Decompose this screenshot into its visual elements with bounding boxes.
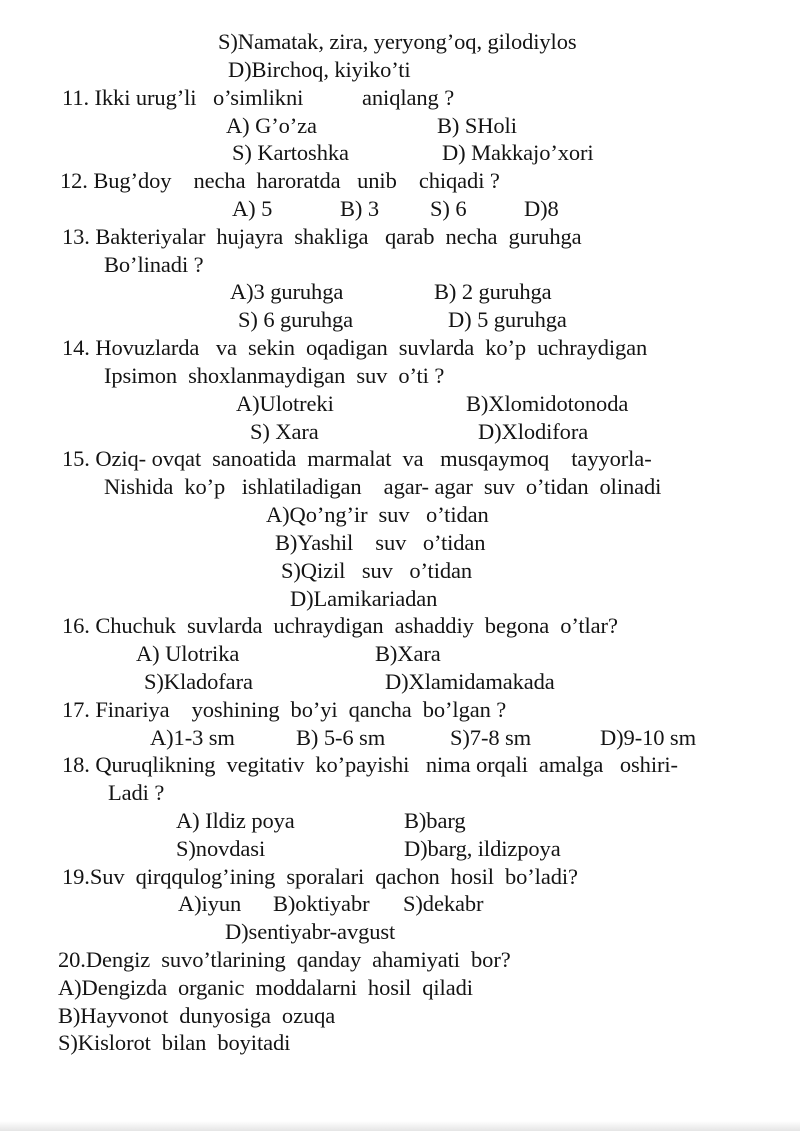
question-15-option-b bbox=[0, 529, 800, 557]
question-text-cont: Ladi ? bbox=[108, 780, 165, 805]
question-19-options-row bbox=[0, 890, 800, 918]
option-d: D)barg, ildizpoya bbox=[404, 836, 561, 861]
question-13-options-row-2 bbox=[0, 306, 800, 334]
question-14-options-row-1 bbox=[0, 390, 800, 418]
option-d: D)Xlamidamakada bbox=[385, 669, 555, 694]
option-a: A) G’o’za bbox=[226, 113, 317, 138]
question-12-options-row bbox=[0, 195, 800, 223]
option-s: S)Qizil suv o’tidan bbox=[281, 558, 473, 583]
question-17-text bbox=[0, 696, 800, 724]
option-b: B)Hayvonot dunyosiga ozuqa bbox=[58, 1003, 336, 1028]
question-12-text bbox=[0, 167, 800, 195]
question-19-option-d bbox=[0, 918, 800, 946]
option-s: S) Xara bbox=[250, 419, 319, 444]
option-a: A) Ildiz poya bbox=[176, 808, 295, 833]
option-b: B)oktiyabr bbox=[273, 891, 370, 916]
question-15-option-d bbox=[0, 585, 800, 613]
option-a: A)Qo’ng’ir suv o’tidan bbox=[266, 502, 489, 527]
prev-question-option-s-line bbox=[0, 28, 800, 56]
option-a: A)iyun bbox=[178, 891, 242, 916]
question-16-text bbox=[0, 612, 800, 640]
option-s: S)dekabr bbox=[403, 891, 484, 916]
question-14-options-row-2 bbox=[0, 418, 800, 446]
option-a: A)Ulotreki bbox=[236, 391, 334, 416]
option-s: S)novdasi bbox=[176, 836, 266, 861]
question-13-options-row-1 bbox=[0, 278, 800, 306]
question-text: 15. Oziq- ovqat sanoatida marmalat va musqaymoq tayyorla- bbox=[62, 446, 652, 471]
option-d: D)Lamikariadan bbox=[290, 586, 438, 611]
option-d: D)9-10 sm bbox=[600, 725, 696, 750]
question-18-text bbox=[0, 751, 800, 779]
question-18-options-row-1 bbox=[0, 807, 800, 835]
question-11-options-row-2 bbox=[0, 139, 800, 167]
option-a: A)Dengizda organic moddalarni hosil qiladi bbox=[58, 975, 473, 1000]
option-s: S)Namatak, zira, yeryong’oq, gilodiylos bbox=[218, 29, 577, 54]
option-d: D)Birchoq, kiyiko’ti bbox=[228, 57, 411, 82]
question-text: 11. Ikki urug’li o’simlikni bbox=[62, 85, 304, 110]
option-b: B) 3 bbox=[340, 196, 379, 221]
option-a: A) 5 bbox=[232, 196, 273, 221]
option-a: A) Ulotrika bbox=[136, 641, 240, 666]
prev-question-option-d-line bbox=[0, 56, 800, 84]
option-d: D) Makkajo’xori bbox=[442, 140, 594, 165]
question-text-cont: Bo’linadi ? bbox=[104, 252, 204, 277]
question-15-option-a bbox=[0, 501, 800, 529]
question-text: 16. Chuchuk suvlarda uchraydigan ashaddiy begona o’tlar? bbox=[62, 613, 618, 638]
option-d: D)8 bbox=[524, 196, 559, 221]
question-13-text-cont bbox=[0, 251, 800, 279]
question-14-text bbox=[0, 334, 800, 362]
question-text: 19.Suv qirqqulog’ining sporalari qachon hosil bo’ladi? bbox=[62, 864, 578, 889]
question-text: 13. Bakteriyalar hujayra shakliga qarab necha guruhga bbox=[62, 224, 582, 249]
question-15-text bbox=[0, 445, 800, 473]
question-text: 17. Finariya yoshining bo’yi qancha bo’lgan ? bbox=[62, 697, 507, 722]
option-s: S)Kislorot bilan boyitadi bbox=[58, 1030, 291, 1055]
option-b: B)Xlomidotonoda bbox=[466, 391, 629, 416]
option-s: S) 6 guruhga bbox=[238, 307, 354, 332]
option-d: D)sentiyabr-avgust bbox=[225, 919, 396, 944]
question-11-options-row-1 bbox=[0, 112, 800, 140]
question-text: 14. Hovuzlarda va sekin oqadigan suvlarda ko’p uchraydigan bbox=[62, 335, 648, 360]
question-20-text bbox=[0, 946, 800, 974]
question-text: 18. Quruqlikning vegitativ ko’payishi nima orqali amalga oshiri- bbox=[62, 752, 678, 777]
option-s: S) 6 bbox=[430, 196, 467, 221]
option-s: S)7-8 sm bbox=[450, 725, 532, 750]
question-17-options-row bbox=[0, 724, 800, 752]
question-text: 20.Dengiz suvo’tlarining qanday ahamiyati bor? bbox=[58, 947, 511, 972]
question-16-options-row-1 bbox=[0, 640, 800, 668]
scan-artifact-bottom-edge bbox=[0, 1121, 800, 1131]
question-text-cont: Nishida ko’p ishlatiladigan agar- agar suv o’tidan olinadi bbox=[104, 474, 662, 499]
question-14-text-cont bbox=[0, 362, 800, 390]
option-d: D)Xlodifora bbox=[478, 419, 589, 444]
question-15-option-s bbox=[0, 557, 800, 585]
question-18-text-cont bbox=[0, 779, 800, 807]
option-b: B) SHoli bbox=[437, 113, 517, 138]
question-text-cont: Ipsimon shoxlanmaydigan suv o’ti ? bbox=[104, 363, 445, 388]
question-19-text bbox=[0, 863, 800, 891]
question-15-text-cont bbox=[0, 473, 800, 501]
question-18-options-row-2 bbox=[0, 835, 800, 863]
question-11-text bbox=[0, 84, 800, 112]
question-20-option-a bbox=[0, 974, 800, 1002]
option-s: S)Kladofara bbox=[144, 669, 253, 694]
question-text-cont: aniqlang ? bbox=[362, 85, 455, 110]
option-b: B)Yashil suv o’tidan bbox=[275, 530, 486, 555]
option-s: S) Kartoshka bbox=[232, 140, 349, 165]
question-text: 12. Bug’doy necha haroratda unib chiqadi ? bbox=[60, 168, 500, 193]
option-a: A)3 guruhga bbox=[230, 279, 344, 304]
question-16-options-row-2 bbox=[0, 668, 800, 696]
option-b: B)barg bbox=[404, 808, 466, 833]
question-13-text bbox=[0, 223, 800, 251]
question-20-option-b bbox=[0, 1002, 800, 1030]
option-d: D) 5 guruhga bbox=[448, 307, 567, 332]
option-b: B)Xara bbox=[375, 641, 441, 666]
option-b: B) 5-6 sm bbox=[296, 725, 386, 750]
option-b: B) 2 guruhga bbox=[434, 279, 552, 304]
option-a: A)1-3 sm bbox=[150, 725, 235, 750]
question-20-option-s bbox=[0, 1029, 800, 1057]
